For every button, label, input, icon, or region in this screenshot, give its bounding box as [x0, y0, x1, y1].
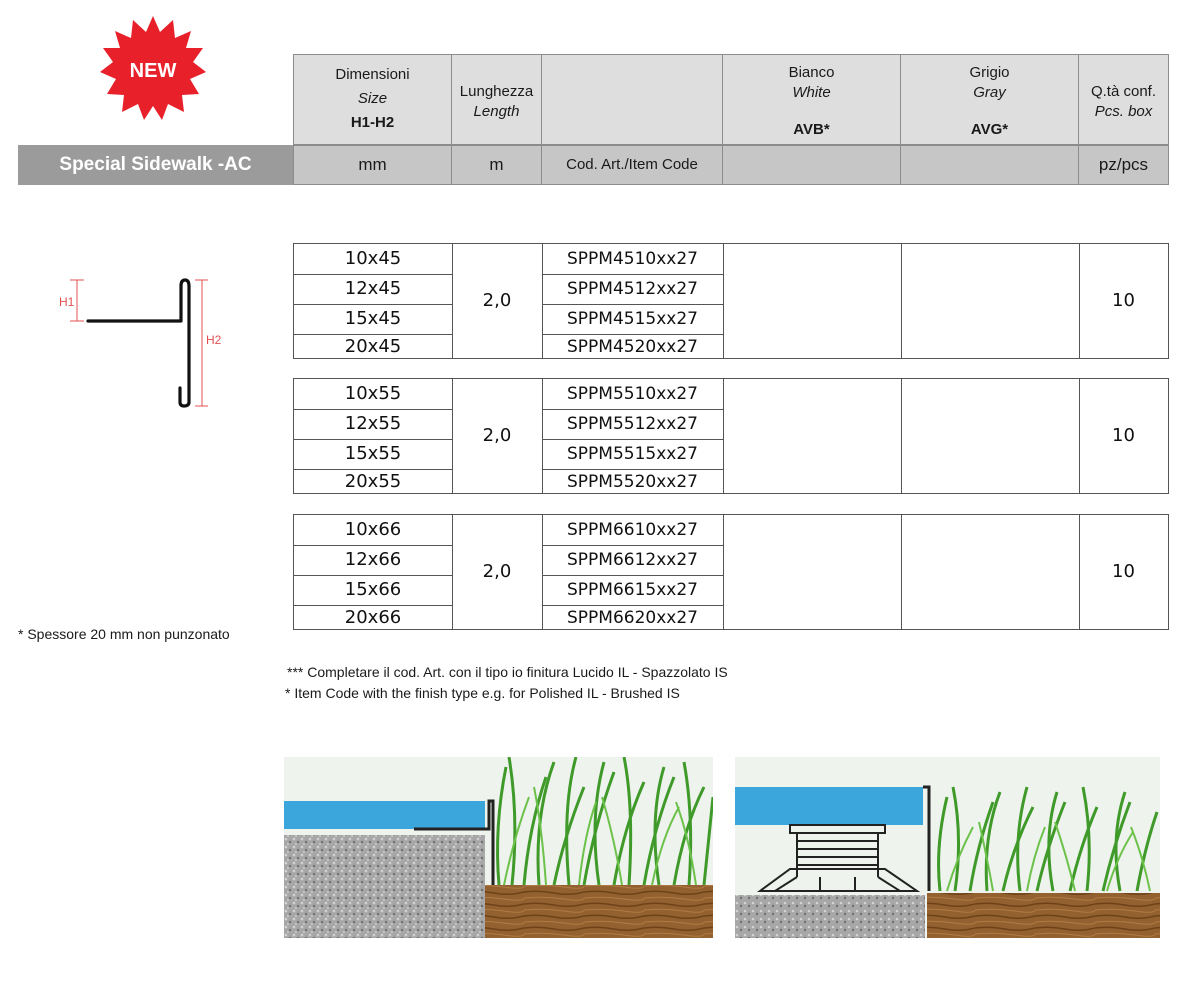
column-divider: [723, 379, 724, 493]
item-code-cell: SPPM6615xx27: [567, 580, 698, 600]
wood-base: [485, 885, 713, 938]
header-size-code: H1-H2: [350, 114, 395, 131]
profile-diagram: [50, 270, 230, 415]
size-cell: 12x55: [344, 413, 402, 434]
header-code: [541, 54, 723, 145]
thickness-note: * Spessore 20 mm non punzonato: [18, 626, 230, 642]
length-cell: 2,0: [482, 561, 512, 582]
header-gray: [900, 54, 1079, 145]
column-divider: [723, 244, 724, 358]
length-cell: 2,0: [482, 425, 512, 446]
item-code-cell: SPPM6610xx27: [567, 520, 698, 540]
size-cell: 12x45: [344, 278, 402, 299]
gravel-base: [735, 895, 925, 938]
header-size-en: Size: [357, 90, 388, 107]
header-qty-en: Pcs. box: [1094, 103, 1153, 120]
header-white: [722, 54, 901, 145]
item-code-cell: SPPM6612xx27: [567, 550, 698, 570]
item-code-cell: SPPM4515xx27: [567, 309, 698, 329]
item-code-cell: SPPM4520xx27: [567, 337, 698, 357]
wood-base: [927, 893, 1160, 938]
finish-note-it: *** Completare il cod. Art. con il tipo io finitura Lucido IL - Spazzolato IS: [287, 664, 728, 680]
unit-gray: [900, 145, 1079, 185]
item-code-cell: SPPM5515xx27: [567, 444, 698, 464]
h2-label: H2: [206, 333, 222, 347]
item-code-cell: SPPM6620xx27: [567, 608, 698, 628]
item-code-cell: SPPM4512xx27: [567, 279, 698, 299]
header-white-code: AVB*: [793, 121, 830, 138]
header-qty: [1078, 54, 1169, 145]
header-gray-code: AVG*: [970, 121, 1009, 138]
item-code-cell: SPPM5512xx27: [567, 414, 698, 434]
size-cell: 15x55: [344, 443, 402, 464]
length-cell: 2,0: [482, 290, 512, 311]
header-white-it: Bianco: [788, 64, 835, 81]
header-size: [293, 54, 452, 145]
product-group: [293, 514, 1169, 630]
size-cell: 10x66: [344, 519, 402, 540]
header-gray-it: Grigio: [969, 64, 1010, 81]
section-title: Special Sidewalk -AC: [18, 145, 293, 185]
new-badge: [100, 14, 206, 120]
installation-illustration-gravel: [284, 757, 713, 938]
item-code-cell: SPPM4510xx27: [567, 249, 698, 269]
qty-cell: 10: [1112, 425, 1135, 446]
qty-cell: 10: [1112, 561, 1135, 582]
size-cell: 20x45: [344, 336, 402, 357]
product-group: [293, 243, 1169, 359]
installation-illustration-pedestal: [735, 757, 1160, 938]
tile-blue: [284, 801, 485, 829]
header-length-it: Lunghezza: [459, 83, 534, 100]
size-cell: 15x45: [344, 308, 402, 329]
qty-cell: 10: [1112, 290, 1135, 311]
header-gray-en: Gray: [973, 84, 1006, 101]
header-length-en: Length: [473, 103, 520, 120]
unit-white: [722, 145, 901, 185]
unit-qty: pz/pcs: [1078, 145, 1169, 185]
tile-blue-raised: [735, 787, 923, 825]
unit-code: Cod. Art./Item Code: [541, 145, 723, 185]
gravel-base: [284, 835, 485, 938]
item-code-cell: SPPM5520xx27: [567, 472, 698, 492]
size-cell: 10x45: [344, 248, 402, 269]
finish-note-en: * Item Code with the finish type e.g. for Polished IL - Brushed IS: [285, 685, 680, 701]
header-qty-it: Q.tà conf.: [1090, 83, 1157, 100]
size-cell: 12x66: [344, 549, 402, 570]
column-divider: [901, 244, 902, 358]
profile-shape: [88, 280, 189, 406]
header-size-it: Dimensioni: [335, 66, 410, 83]
column-divider: [723, 515, 724, 629]
size-cell: 20x55: [344, 471, 402, 492]
h1-label: H1: [59, 295, 75, 309]
new-label: NEW: [129, 60, 177, 82]
item-code-cell: SPPM5510xx27: [567, 384, 698, 404]
size-cell: 15x66: [344, 579, 402, 600]
product-group: [293, 378, 1169, 494]
unit-size: mm: [293, 145, 452, 185]
header-length: [451, 54, 542, 145]
header-white-en: White: [792, 84, 831, 101]
size-cell: 10x55: [344, 383, 402, 404]
size-cell: 20x66: [344, 607, 402, 628]
unit-length: m: [451, 145, 542, 185]
column-divider: [901, 515, 902, 629]
column-divider: [901, 379, 902, 493]
